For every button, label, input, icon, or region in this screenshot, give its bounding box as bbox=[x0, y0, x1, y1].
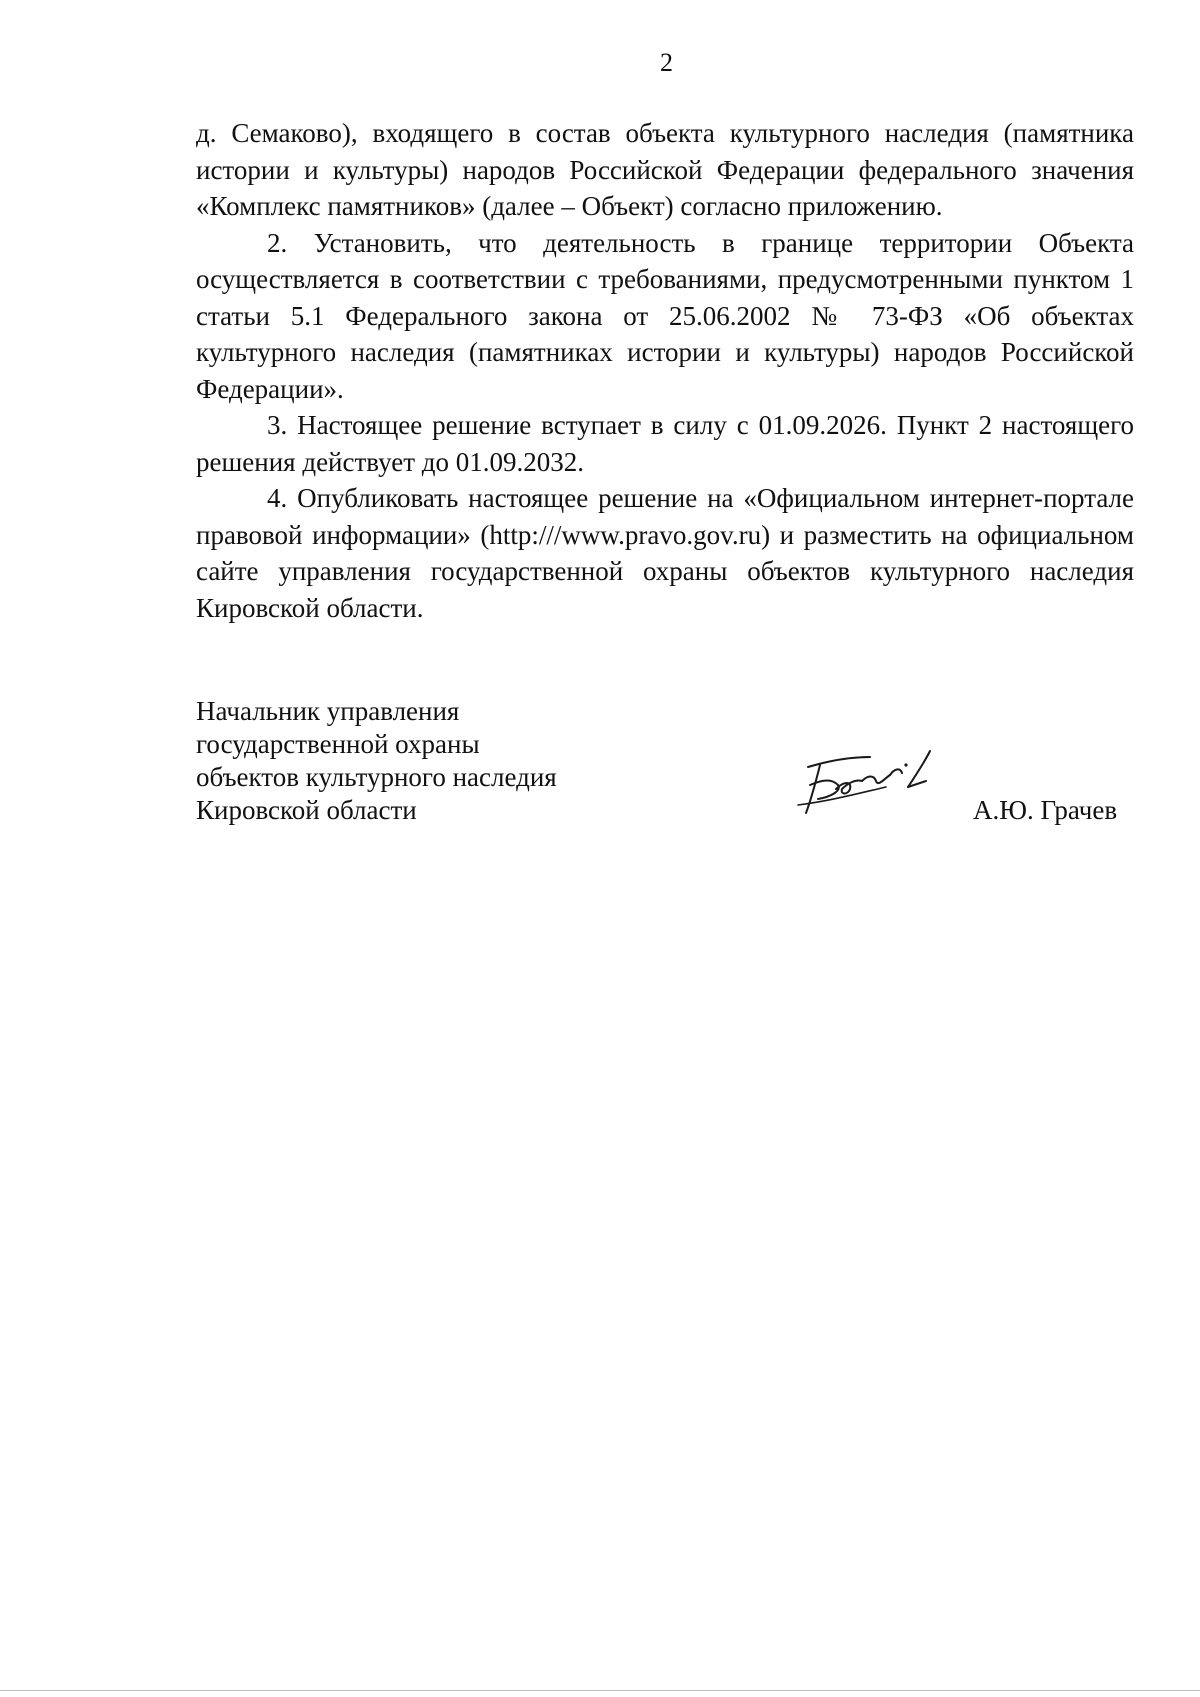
handwritten-signature bbox=[790, 745, 950, 820]
document-body bbox=[196, 115, 1134, 626]
page-number: 2 bbox=[660, 48, 673, 77]
signer-name: А.Ю. Грачев bbox=[973, 795, 1118, 825]
signer-title-line: государственной охраны bbox=[196, 729, 480, 759]
paragraph-item-4: 4. Опубликовать настоящее решение на «Официальном интернет-портале правовой информации» (http:///www.pravo.gov.ru) и разместить на официальном сайте управления государственной охраны объектов культурного наследия Кировской области. bbox=[196, 483, 1134, 623]
signer-title-line: Кировской области bbox=[196, 795, 417, 825]
paragraph-item-3: 3. Настоящее решение вступает в силу с 01.09.2026. Пункт 2 настоящего решения действует до 01.09.2032. bbox=[196, 410, 1134, 477]
signer-title-line: Начальник управления bbox=[196, 696, 460, 726]
page-bottom-edge bbox=[0, 1690, 1200, 1691]
paragraph-intro: д. Семаково), входящего в состав объекта культурного наследия (памятника истории и культуры) народов Российской Федерации федерального значения «Комплекс памятников» (далее – Объект) согласно приложению. bbox=[196, 118, 1134, 221]
paragraph-item-2: 2. Установить, что деятельность в границе территории Объекта осуществляется в соответствии с требованиями, предусмотренными пунктом 1 статьи 5.1 Федерального закона от 25.06.2002 № 73-ФЗ «Об объектах культурного наследия (памятниках истории и культуры) народов Российской Федерации». bbox=[196, 227, 1134, 404]
signer-title-line: объектов культурного наследия bbox=[196, 762, 557, 792]
